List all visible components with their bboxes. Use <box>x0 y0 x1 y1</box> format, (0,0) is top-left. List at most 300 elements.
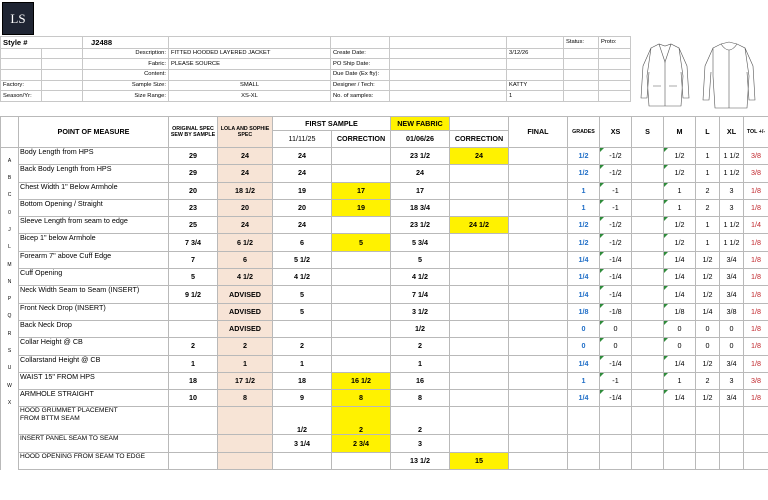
final-cell[interactable] <box>509 435 568 452</box>
size-s-cell[interactable] <box>632 217 664 234</box>
new-fabric-cell[interactable]: 5 3/4 <box>391 234 450 251</box>
original-spec-cell[interactable]: 10 <box>169 390 218 407</box>
style-label: Style # <box>1 37 83 49</box>
new-fabric-cell[interactable]: 3 1/2 <box>391 303 450 320</box>
size-xl-cell[interactable]: 0 <box>720 320 744 337</box>
size-l-cell[interactable] <box>696 435 720 452</box>
size-m-cell[interactable]: 1/4 <box>664 390 696 407</box>
size-xs-cell[interactable]: -1/2 <box>600 234 632 251</box>
original-spec-cell[interactable]: 25 <box>169 217 218 234</box>
size-l-cell[interactable]: 1 <box>696 148 720 165</box>
grade-cell[interactable]: 1/2 <box>568 217 600 234</box>
size-m-cell[interactable]: 1/4 <box>664 286 696 303</box>
first-sample-cell[interactable]: 24 <box>273 217 332 234</box>
new-fabric-header: NEW FABRIC <box>391 117 450 131</box>
correction2-cell[interactable] <box>450 435 509 452</box>
size-s-cell[interactable] <box>632 182 664 199</box>
grade-cell[interactable]: 1 <box>568 182 600 199</box>
lola-spec-cell[interactable]: 1 <box>218 355 273 372</box>
first-sample-cell[interactable]: 24 <box>273 148 332 165</box>
point-of-measure[interactable]: Neck Width Seam to Seam (INSERT) <box>19 286 169 303</box>
size-s-cell[interactable] <box>632 372 664 389</box>
first-sample-cell[interactable]: 5 <box>273 303 332 320</box>
size-m-cell[interactable]: 1/4 <box>664 251 696 268</box>
size-xl-header: XL <box>720 117 744 148</box>
correction2-cell[interactable] <box>450 182 509 199</box>
size-l-cell[interactable]: 1/2 <box>696 269 720 286</box>
size-xs-cell[interactable] <box>600 407 632 435</box>
designer-value[interactable]: KATTY <box>507 80 564 91</box>
size-xs-cell[interactable]: -1 <box>600 182 632 199</box>
size-xl-cell[interactable] <box>720 407 744 435</box>
lola-spec-cell[interactable] <box>218 407 273 435</box>
size-l-cell[interactable]: 1/4 <box>696 303 720 320</box>
size-s-cell[interactable] <box>632 320 664 337</box>
size-s-cell[interactable] <box>632 148 664 165</box>
size-l-cell[interactable]: 2 <box>696 199 720 216</box>
point-of-measure[interactable]: HOOD OPENING FROM SEAM TO EDGE <box>19 452 169 469</box>
po-ship-value[interactable] <box>390 59 507 70</box>
lola-spec-cell[interactable]: 24 <box>218 148 273 165</box>
original-spec-cell[interactable] <box>169 303 218 320</box>
final-cell[interactable] <box>509 338 568 355</box>
content-value[interactable] <box>169 69 331 80</box>
size-xl-cell[interactable]: 1 1/2 <box>720 148 744 165</box>
lola-spec-cell[interactable]: 24 <box>218 165 273 182</box>
lola-spec-cell[interactable]: 6 1/2 <box>218 234 273 251</box>
size-m-cell[interactable] <box>664 407 696 435</box>
first-sample-cell[interactable]: 1/2 <box>273 407 332 435</box>
grade-cell[interactable]: 1 <box>568 199 600 216</box>
new-fabric-cell[interactable]: 18 3/4 <box>391 199 450 216</box>
new-fabric-cell[interactable]: 1 <box>391 355 450 372</box>
size-xs-cell[interactable]: -1/2 <box>600 148 632 165</box>
size-l-cell[interactable] <box>696 407 720 435</box>
new-fabric-cell[interactable]: 17 <box>391 182 450 199</box>
size-m-cell[interactable]: 1/4 <box>664 269 696 286</box>
correction2-cell[interactable] <box>450 199 509 216</box>
point-of-measure[interactable]: Chest Width 1" Below Armhole <box>19 182 169 199</box>
lola-spec-cell[interactable] <box>218 435 273 452</box>
lola-spec-cell[interactable]: 18 1/2 <box>218 182 273 199</box>
point-of-measure[interactable]: Forearm 7" above Cuff Edge <box>19 251 169 268</box>
point-of-measure[interactable]: Bicep 1" below Armhole <box>19 234 169 251</box>
row-letter: X <box>1 390 19 407</box>
description-value[interactable]: FITTED HOODED LAYERED JACKET <box>169 48 331 59</box>
size-l-cell[interactable] <box>696 452 720 469</box>
correction2-cell[interactable] <box>450 355 509 372</box>
samples-value[interactable]: 1 <box>507 91 564 102</box>
correction-cell[interactable]: 17 <box>332 182 391 199</box>
grade-cell[interactable]: 1/4 <box>568 251 600 268</box>
correction-cell[interactable] <box>332 303 391 320</box>
size-l-cell[interactable]: 1/2 <box>696 286 720 303</box>
size-xs-cell[interactable]: -1/4 <box>600 390 632 407</box>
size-s-header: S <box>632 117 664 148</box>
correction-cell[interactable]: 19 <box>332 199 391 216</box>
size-l-cell[interactable]: 1/2 <box>696 355 720 372</box>
size-xs-cell[interactable]: -1/4 <box>600 286 632 303</box>
final-cell[interactable] <box>509 165 568 182</box>
point-of-measure[interactable]: Back Neck Drop <box>19 320 169 337</box>
tolerance-cell[interactable]: 3/8 <box>744 148 768 165</box>
size-xl-cell[interactable]: 3 <box>720 199 744 216</box>
point-of-measure[interactable]: Collar Height @ CB <box>19 338 169 355</box>
size-xs-cell[interactable] <box>600 452 632 469</box>
tolerance-cell[interactable]: 1/8 <box>744 303 768 320</box>
size-m-cell[interactable] <box>664 452 696 469</box>
final-cell[interactable] <box>509 355 568 372</box>
correction-cell[interactable] <box>332 165 391 182</box>
final-cell[interactable] <box>509 269 568 286</box>
size-l-cell[interactable]: 1/2 <box>696 390 720 407</box>
correction-cell[interactable] <box>332 286 391 303</box>
size-l-cell[interactable]: 1 <box>696 165 720 182</box>
correction2-cell[interactable] <box>450 303 509 320</box>
size-xl-cell[interactable]: 0 <box>720 338 744 355</box>
tolerance-cell[interactable] <box>744 452 768 469</box>
size-m-cell[interactable]: 0 <box>664 338 696 355</box>
point-of-measure[interactable]: Collarstand Height @ CB <box>19 355 169 372</box>
size-xs-cell[interactable]: 0 <box>600 338 632 355</box>
correction2-cell[interactable] <box>450 269 509 286</box>
size-xl-cell[interactable]: 1 1/2 <box>720 217 744 234</box>
final-cell[interactable] <box>509 182 568 199</box>
grade-cell[interactable]: 0 <box>568 338 600 355</box>
lola-spec-cell[interactable]: 2 <box>218 338 273 355</box>
size-xs-cell[interactable]: -1 <box>600 199 632 216</box>
size-xl-cell[interactable]: 3 <box>720 182 744 199</box>
final-cell[interactable] <box>509 372 568 389</box>
size-m-cell[interactable]: 1 <box>664 199 696 216</box>
tolerance-cell[interactable]: 1/4 <box>744 217 768 234</box>
original-spec-cell[interactable]: 1 <box>169 355 218 372</box>
correction-cell[interactable] <box>332 217 391 234</box>
grade-cell[interactable]: 0 <box>568 320 600 337</box>
correction-cell[interactable] <box>332 452 391 469</box>
original-spec-cell[interactable]: 23 <box>169 199 218 216</box>
new-fabric-cell[interactable]: 23 1/2 <box>391 148 450 165</box>
point-of-measure[interactable]: HOOD GRUMMET PLACEMENT FROM BTTM SEAM <box>19 407 169 435</box>
grade-cell[interactable]: 1/2 <box>568 234 600 251</box>
size-m-cell[interactable]: 1/2 <box>664 165 696 182</box>
lola-spec-cell[interactable]: 24 <box>218 217 273 234</box>
size-l-cell[interactable]: 1 <box>696 234 720 251</box>
create-date-value[interactable]: 3/12/26 <box>507 48 564 59</box>
grade-cell[interactable] <box>568 435 600 452</box>
correction-cell[interactable]: 5 <box>332 234 391 251</box>
correction2-cell[interactable] <box>450 338 509 355</box>
size-s-cell[interactable] <box>632 435 664 452</box>
original-spec-cell[interactable]: 9 1/2 <box>169 286 218 303</box>
row-letter <box>1 407 19 435</box>
original-spec-cell[interactable]: 29 <box>169 148 218 165</box>
original-spec-cell[interactable]: 18 <box>169 372 218 389</box>
size-m-cell[interactable]: 1/2 <box>664 217 696 234</box>
correction2-cell[interactable] <box>450 165 509 182</box>
lola-spec-cell[interactable]: 8 <box>218 390 273 407</box>
new-fabric-cell[interactable]: 24 <box>391 165 450 182</box>
final-cell[interactable] <box>509 452 568 469</box>
first-sample-cell[interactable]: 5 1/2 <box>273 251 332 268</box>
size-xs-cell[interactable]: -1 <box>600 372 632 389</box>
original-spec-cell[interactable] <box>169 435 218 452</box>
size-xl-cell[interactable]: 1 1/2 <box>720 234 744 251</box>
lola-spec-cell[interactable]: 4 1/2 <box>218 269 273 286</box>
size-l-cell[interactable]: 1 <box>696 217 720 234</box>
first-sample-cell[interactable]: 24 <box>273 165 332 182</box>
tolerance-cell[interactable]: 1/8 <box>744 286 768 303</box>
company-logo: LS <box>2 2 34 35</box>
size-s-cell[interactable] <box>632 452 664 469</box>
final-cell[interactable] <box>509 303 568 320</box>
table-row <box>1 303 768 320</box>
row-letter: S <box>1 338 19 355</box>
correction2-cell[interactable] <box>450 390 509 407</box>
new-fabric-cell[interactable]: 23 1/2 <box>391 217 450 234</box>
tolerance-cell[interactable]: 1/8 <box>744 338 768 355</box>
tolerance-cell[interactable]: 1/8 <box>744 251 768 268</box>
size-xs-cell[interactable]: 0 <box>600 320 632 337</box>
first-sample-cell[interactable]: 5 <box>273 286 332 303</box>
correction-cell[interactable] <box>332 355 391 372</box>
size-l-cell[interactable]: 1/2 <box>696 251 720 268</box>
tolerance-cell[interactable]: 1/8 <box>744 234 768 251</box>
size-xs-cell[interactable]: -1/8 <box>600 303 632 320</box>
correction2-cell[interactable] <box>450 234 509 251</box>
description-label: Description: <box>83 48 169 59</box>
first-sample-cell[interactable]: 4 1/2 <box>273 269 332 286</box>
point-of-measure[interactable]: Back Body Length from HPS <box>19 165 169 182</box>
size-xl-cell[interactable]: 3/4 <box>720 251 744 268</box>
first-sample-cell[interactable]: 2 <box>273 338 332 355</box>
size-s-cell[interactable] <box>632 407 664 435</box>
size-l-cell[interactable]: 0 <box>696 338 720 355</box>
lola-spec-cell[interactable] <box>218 452 273 469</box>
factory-label: Factory: <box>1 80 42 91</box>
point-of-measure[interactable]: Front Neck Drop (INSERT) <box>19 303 169 320</box>
size-l-cell[interactable]: 2 <box>696 372 720 389</box>
size-m-cell[interactable]: 1/4 <box>664 355 696 372</box>
point-of-measure[interactable]: ARMHOLE STRAIGHT <box>19 390 169 407</box>
tolerance-cell[interactable] <box>744 435 768 452</box>
point-of-measure[interactable]: Sleeve Length from seam to edge <box>19 217 169 234</box>
first-sample-cell[interactable]: 20 <box>273 199 332 216</box>
final-cell[interactable] <box>509 251 568 268</box>
grade-cell[interactable] <box>568 452 600 469</box>
size-xl-cell[interactable]: 3/4 <box>720 355 744 372</box>
grade-cell[interactable]: 1/8 <box>568 303 600 320</box>
first-sample-cell[interactable]: 1 <box>273 355 332 372</box>
size-s-cell[interactable] <box>632 390 664 407</box>
grade-cell[interactable]: 1/4 <box>568 355 600 372</box>
correction-cell[interactable]: 16 1/2 <box>332 372 391 389</box>
first-sample-cell[interactable]: 18 <box>273 372 332 389</box>
grade-cell[interactable] <box>568 407 600 435</box>
new-fabric-cell[interactable]: 3 <box>391 435 450 452</box>
correction2-cell[interactable]: 15 <box>450 452 509 469</box>
size-xs-cell[interactable]: -1/2 <box>600 217 632 234</box>
size-m-cell[interactable]: 1/8 <box>664 303 696 320</box>
size-xl-cell[interactable] <box>720 435 744 452</box>
correction2-cell[interactable] <box>450 320 509 337</box>
tolerance-cell[interactable]: 1/8 <box>744 182 768 199</box>
correction-cell[interactable] <box>332 320 391 337</box>
size-m-cell[interactable]: 0 <box>664 320 696 337</box>
lola-spec-cell[interactable]: ADVISED <box>218 286 273 303</box>
original-spec-cell[interactable] <box>169 407 218 435</box>
size-m-cell[interactable]: 1 <box>664 182 696 199</box>
size-m-cell[interactable] <box>664 435 696 452</box>
original-spec-cell[interactable]: 7 <box>169 251 218 268</box>
new-fabric-cell[interactable]: 8 <box>391 390 450 407</box>
size-s-cell[interactable] <box>632 269 664 286</box>
content-label: Content: <box>83 69 169 80</box>
correction2-cell[interactable] <box>450 286 509 303</box>
correction2-cell[interactable]: 24 1/2 <box>450 217 509 234</box>
size-xs-cell[interactable]: -1/4 <box>600 269 632 286</box>
grades-header: GRADES <box>568 117 600 148</box>
correction2-cell[interactable] <box>450 407 509 435</box>
size-m-cell[interactable]: 1/2 <box>664 148 696 165</box>
point-of-measure[interactable]: WAIST 15" FROM HPS <box>19 372 169 389</box>
point-of-measure[interactable]: Body Length from HPS <box>19 148 169 165</box>
tolerance-cell[interactable]: 1/8 <box>744 199 768 216</box>
size-xl-cell[interactable]: 3/4 <box>720 269 744 286</box>
new-fabric-cell[interactable]: 2 <box>391 407 450 435</box>
original-spec-cell[interactable] <box>169 320 218 337</box>
size-xl-cell[interactable]: 3/8 <box>720 303 744 320</box>
first-sample-cell[interactable] <box>273 452 332 469</box>
original-spec-cell[interactable]: 29 <box>169 165 218 182</box>
point-of-measure[interactable]: INSERT PANEL SEAM TO SEAM <box>19 435 169 452</box>
point-of-measure[interactable]: Cuff Opening <box>19 269 169 286</box>
tolerance-cell[interactable]: 1/8 <box>744 355 768 372</box>
correction-cell[interactable] <box>332 251 391 268</box>
size-xl-cell[interactable]: 3/4 <box>720 390 744 407</box>
first-sample-cell[interactable] <box>273 320 332 337</box>
first-sample-cell[interactable]: 9 <box>273 390 332 407</box>
size-range-value[interactable]: XS-XL <box>169 91 331 102</box>
correction2-cell[interactable] <box>450 251 509 268</box>
size-xl-cell[interactable]: 3/4 <box>720 286 744 303</box>
final-cell[interactable] <box>509 148 568 165</box>
size-s-cell[interactable] <box>632 199 664 216</box>
size-s-cell[interactable] <box>632 286 664 303</box>
new-fabric-cell[interactable]: 16 <box>391 372 450 389</box>
correction-cell[interactable] <box>332 148 391 165</box>
new-fabric-cell[interactable]: 1/2 <box>391 320 450 337</box>
size-xs-cell[interactable]: -1/4 <box>600 251 632 268</box>
new-fabric-cell[interactable]: 5 <box>391 251 450 268</box>
tolerance-cell[interactable]: 1/8 <box>744 320 768 337</box>
correction2-cell[interactable] <box>450 372 509 389</box>
size-s-cell[interactable] <box>632 338 664 355</box>
tolerance-cell[interactable]: 1/8 <box>744 390 768 407</box>
correction-cell[interactable]: 2 <box>332 407 391 435</box>
new-fabric-cell[interactable]: 2 <box>391 338 450 355</box>
lola-spec-cell[interactable]: 17 1/2 <box>218 372 273 389</box>
size-s-cell[interactable] <box>632 234 664 251</box>
new-fabric-cell[interactable]: 7 1/4 <box>391 286 450 303</box>
final-cell[interactable] <box>509 234 568 251</box>
original-spec-cell[interactable]: 2 <box>169 338 218 355</box>
first-sample-cell[interactable]: 19 <box>273 182 332 199</box>
correction-header: CORRECTION <box>332 131 391 148</box>
grade-cell[interactable]: 1 <box>568 372 600 389</box>
original-spec-cell[interactable]: 5 <box>169 269 218 286</box>
final-cell[interactable] <box>509 407 568 435</box>
correction-cell[interactable]: 8 <box>332 390 391 407</box>
size-m-cell[interactable]: 1/2 <box>664 234 696 251</box>
table-row <box>1 148 768 165</box>
size-s-cell[interactable] <box>632 303 664 320</box>
final-cell[interactable] <box>509 320 568 337</box>
lola-spec-cell[interactable]: 6 <box>218 251 273 268</box>
size-xs-cell[interactable] <box>600 435 632 452</box>
grade-cell[interactable]: 1/4 <box>568 390 600 407</box>
final-cell[interactable] <box>509 390 568 407</box>
size-s-cell[interactable] <box>632 355 664 372</box>
size-l-cell[interactable]: 2 <box>696 182 720 199</box>
tolerance-cell[interactable]: 3/8 <box>744 165 768 182</box>
new-fabric-cell[interactable]: 4 1/2 <box>391 269 450 286</box>
grade-cell[interactable]: 1/4 <box>568 269 600 286</box>
correction2-cell[interactable]: 24 <box>450 148 509 165</box>
final-cell[interactable] <box>509 199 568 216</box>
correction-cell[interactable]: 2 3/4 <box>332 435 391 452</box>
new-fabric-cell[interactable]: 13 1/2 <box>391 452 450 469</box>
original-spec-cell[interactable] <box>169 452 218 469</box>
tolerance-cell[interactable]: 1/8 <box>744 269 768 286</box>
size-xl-cell[interactable]: 1 1/2 <box>720 165 744 182</box>
size-l-cell[interactable]: 0 <box>696 320 720 337</box>
first-sample-cell[interactable]: 3 1/4 <box>273 435 332 452</box>
grade-cell[interactable]: 1/2 <box>568 148 600 165</box>
size-xs-cell[interactable]: -1/2 <box>600 165 632 182</box>
grade-cell[interactable]: 1/2 <box>568 165 600 182</box>
size-s-cell[interactable] <box>632 251 664 268</box>
size-s-cell[interactable] <box>632 165 664 182</box>
original-spec-cell[interactable]: 7 3/4 <box>169 234 218 251</box>
sample-size-value[interactable]: SMALL <box>169 80 331 91</box>
size-xs-cell[interactable]: -1/4 <box>600 355 632 372</box>
correction-cell[interactable] <box>332 269 391 286</box>
first-sample-header: FIRST SAMPLE <box>273 117 391 131</box>
lola-spec-cell[interactable]: 20 <box>218 199 273 216</box>
first-sample-cell[interactable]: 6 <box>273 234 332 251</box>
due-date-value[interactable] <box>390 69 507 80</box>
correction-cell[interactable] <box>332 338 391 355</box>
fabric-value[interactable]: PLEASE SOURCE <box>169 59 331 70</box>
point-of-measure[interactable]: Bottom Opening / Straight <box>19 199 169 216</box>
tolerance-cell[interactable] <box>744 407 768 435</box>
original-spec-header: ORIGINAL SPEC SEW BY SAMPLE <box>169 117 218 148</box>
grade-cell[interactable]: 1/4 <box>568 286 600 303</box>
lola-spec-cell[interactable]: ADVISED <box>218 320 273 337</box>
original-spec-cell[interactable]: 20 <box>169 182 218 199</box>
table-row <box>1 165 768 182</box>
size-xl-cell[interactable] <box>720 452 744 469</box>
lola-spec-cell[interactable]: ADVISED <box>218 303 273 320</box>
table-row <box>1 286 768 303</box>
pom-header: POINT OF MEASURE <box>19 117 169 148</box>
tolerance-cell[interactable]: 3/8 <box>744 372 768 389</box>
size-m-cell[interactable]: 1 <box>664 372 696 389</box>
final-cell[interactable] <box>509 286 568 303</box>
final-cell[interactable] <box>509 217 568 234</box>
size-xl-cell[interactable]: 3 <box>720 372 744 389</box>
